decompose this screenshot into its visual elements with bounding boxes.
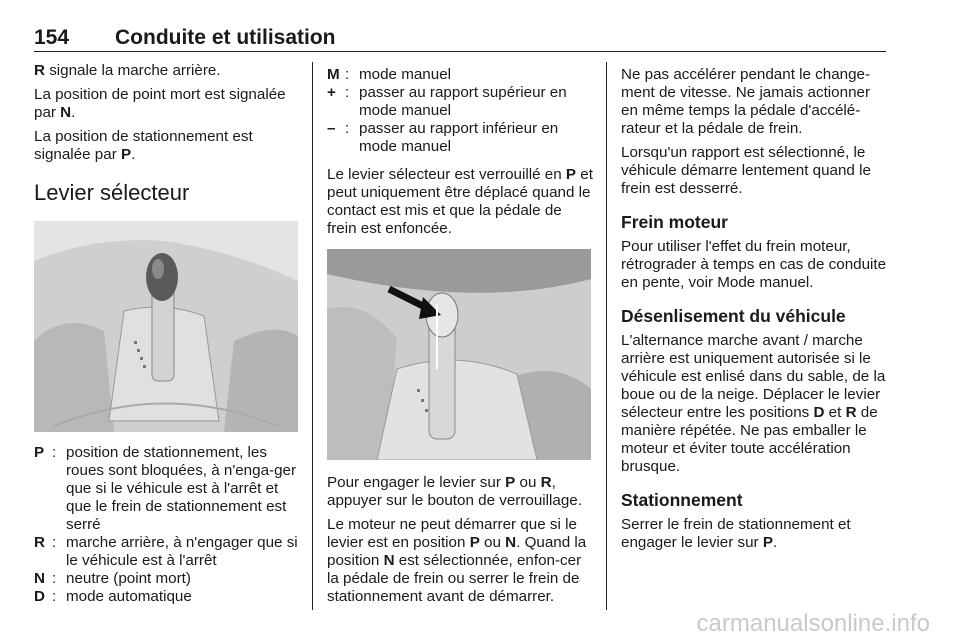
definition-row: + : passer au rapport supérieur en mode manuel: [327, 84, 567, 119]
column-divider-2: [606, 62, 607, 610]
gear-definitions-1: [34, 444, 302, 606]
paragraph-parking: Serrer le frein de stationnement et engager le levier sur P.: [621, 516, 851, 551]
definition-row: D : mode automatique: [34, 588, 192, 605]
column-3: [621, 66, 889, 552]
gear-selector-figure: [34, 221, 298, 432]
paragraph-lock: Le levier sélecteur est verrouillé en P et peut uniquement être déplacé quand le contact est mis et que la pédale de frein est enfoncée.: [327, 166, 593, 237]
heading-engine-brake: Frein moteur: [621, 212, 728, 232]
column-2-text-top: [327, 166, 593, 238]
header-rule: [34, 51, 886, 52]
paragraph-engine-brake: Pour utiliser l'effet du frein moteur, rétrograder à temps en cas de conduite en pente, voir Mode manuel.: [621, 238, 887, 291]
column-1: [34, 62, 300, 206]
watermark: carmanualsonline.info: [696, 610, 930, 637]
paragraph-unstuck: L'alternance marche avant / marche arrière est uniquement autorisée si le véhicule est enlisé dans du sable, de la boue ou de la neige. Déplacer le levier sélecteur entre les positions D et R de manière répétée. Ne pas emballer le moteur et éviter toute accélération brusque.: [621, 332, 886, 475]
definition-row: M : mode manuel: [327, 66, 452, 83]
paragraph-creep: Lorsqu'un rapport est sélectionné, le véhicule démarre lentement quand le frein est desserré.: [621, 144, 871, 197]
paragraph-no-accel: Ne pas accélérer pendant le change-ment de vitesse. Ne jamais actionner en même temps la pédale d'accélé-rateur et la pédale de frein.: [621, 66, 871, 137]
definition-row: – : passer au rapport inférieur en mode manuel: [327, 120, 559, 155]
heading-parking: Stationnement: [621, 490, 743, 510]
definition-row: R : marche arrière, à n'engager que si le véhicule est à l'arrêt: [34, 534, 298, 569]
gear-definitions-2: [327, 66, 593, 156]
paragraph-neutral: La position de point mort est signalée par N.: [34, 86, 286, 121]
page-number: 154: [34, 26, 70, 49]
definition-row: N : neutre (point mort): [34, 570, 191, 587]
paragraph-engage: Pour engager le levier sur P ou R, appuyer sur le bouton de verrouillage.: [327, 474, 582, 509]
heading-unstuck: Désenlisement du véhicule: [621, 306, 846, 326]
paragraph-start: Le moteur ne peut démarrer que si le levier est en position P ou N. Quand la position N est sélectionnée, enfon-cer la pédale de frein ou serrer le frein de stationnement avant de démarrer.: [327, 516, 587, 605]
column-divider-1: [312, 62, 313, 610]
definition-row: P : position de stationnement, les roues sont bloquées, à n'enga-ger que si le véhicule est à l'arrêt et que le frein de stationnement est serré: [34, 444, 297, 533]
page-header: [34, 26, 886, 52]
page-title: Conduite et utilisation: [115, 26, 336, 49]
column-2-text-bottom: [327, 474, 593, 606]
lock-button-figure: [327, 249, 591, 460]
paragraph-reverse: R signale la marche arrière.: [34, 62, 221, 79]
section-heading: Levier sélecteur: [34, 180, 190, 205]
paragraph-park: La position de stationnement est signalée par P.: [34, 128, 253, 163]
